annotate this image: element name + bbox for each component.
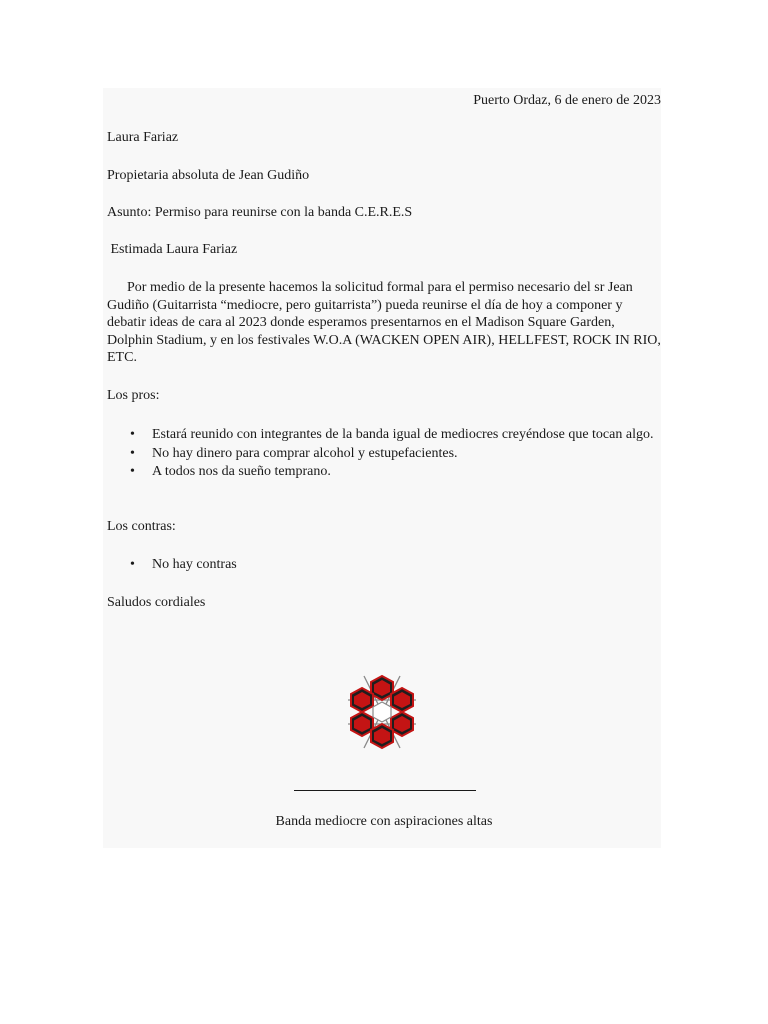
list-item [107,556,661,574]
body-paragraph: Por medio de la presente hacemos la solicitud formal para el permiso necesario del sr Jean Gudiño (Guitarrista “mediocre, pero guitarrista”) pueda reunirse el día de hoy a componer y debatir ideas de cara al 2023 donde esperamos presentarnos en el Madison Square Garden, Dolphin Stadium, y en los festivales W.O.A (WACKEN OPEN AIR), HELLFEST, ROCK IN RIO, ETC. [107,280,661,365]
bullet-icon: • [130,557,135,572]
pros-item-text: No hay dinero para comprar alcohol y estupefacientes. [152,445,458,461]
signature-caption: Banda mediocre con aspiraciones altas [275,814,493,829]
pros-item-text: A todos nos da sueño temprano. [152,464,331,479]
logo-hexagons [351,676,413,748]
contras-list [107,556,661,575]
greeting-line: Estimada Laura Fariaz [107,242,238,257]
list-item [107,426,661,444]
bullet-icon: • [130,464,135,479]
list-item [107,463,661,481]
pros-list [107,426,661,482]
hexagon-cluster-logo-icon [346,672,418,752]
recipient-title: Propietaria absoluta de Jean Gudiño [107,168,310,183]
contras-item-text: No hay contras [152,557,237,572]
closing-line: Saludos cordiales [107,595,206,610]
bullet-icon: • [130,427,135,442]
date-line: Puerto Ordaz, 6 de enero de 2023 [473,93,661,108]
pros-heading: Los pros: [107,388,160,403]
bullet-icon: • [130,445,135,461]
list-item [107,445,661,463]
pros-item-text: Estará reunido con integrantes de la banda igual de mediocres creyéndose que tocan algo. [152,427,654,442]
signature-line [294,790,476,791]
contras-heading: Los contras: [107,519,176,534]
recipient-name: Laura Fariaz [107,130,179,145]
subject-line: Asunto: Permiso para reunirse con la banda C.E.R.E.S [107,205,413,220]
